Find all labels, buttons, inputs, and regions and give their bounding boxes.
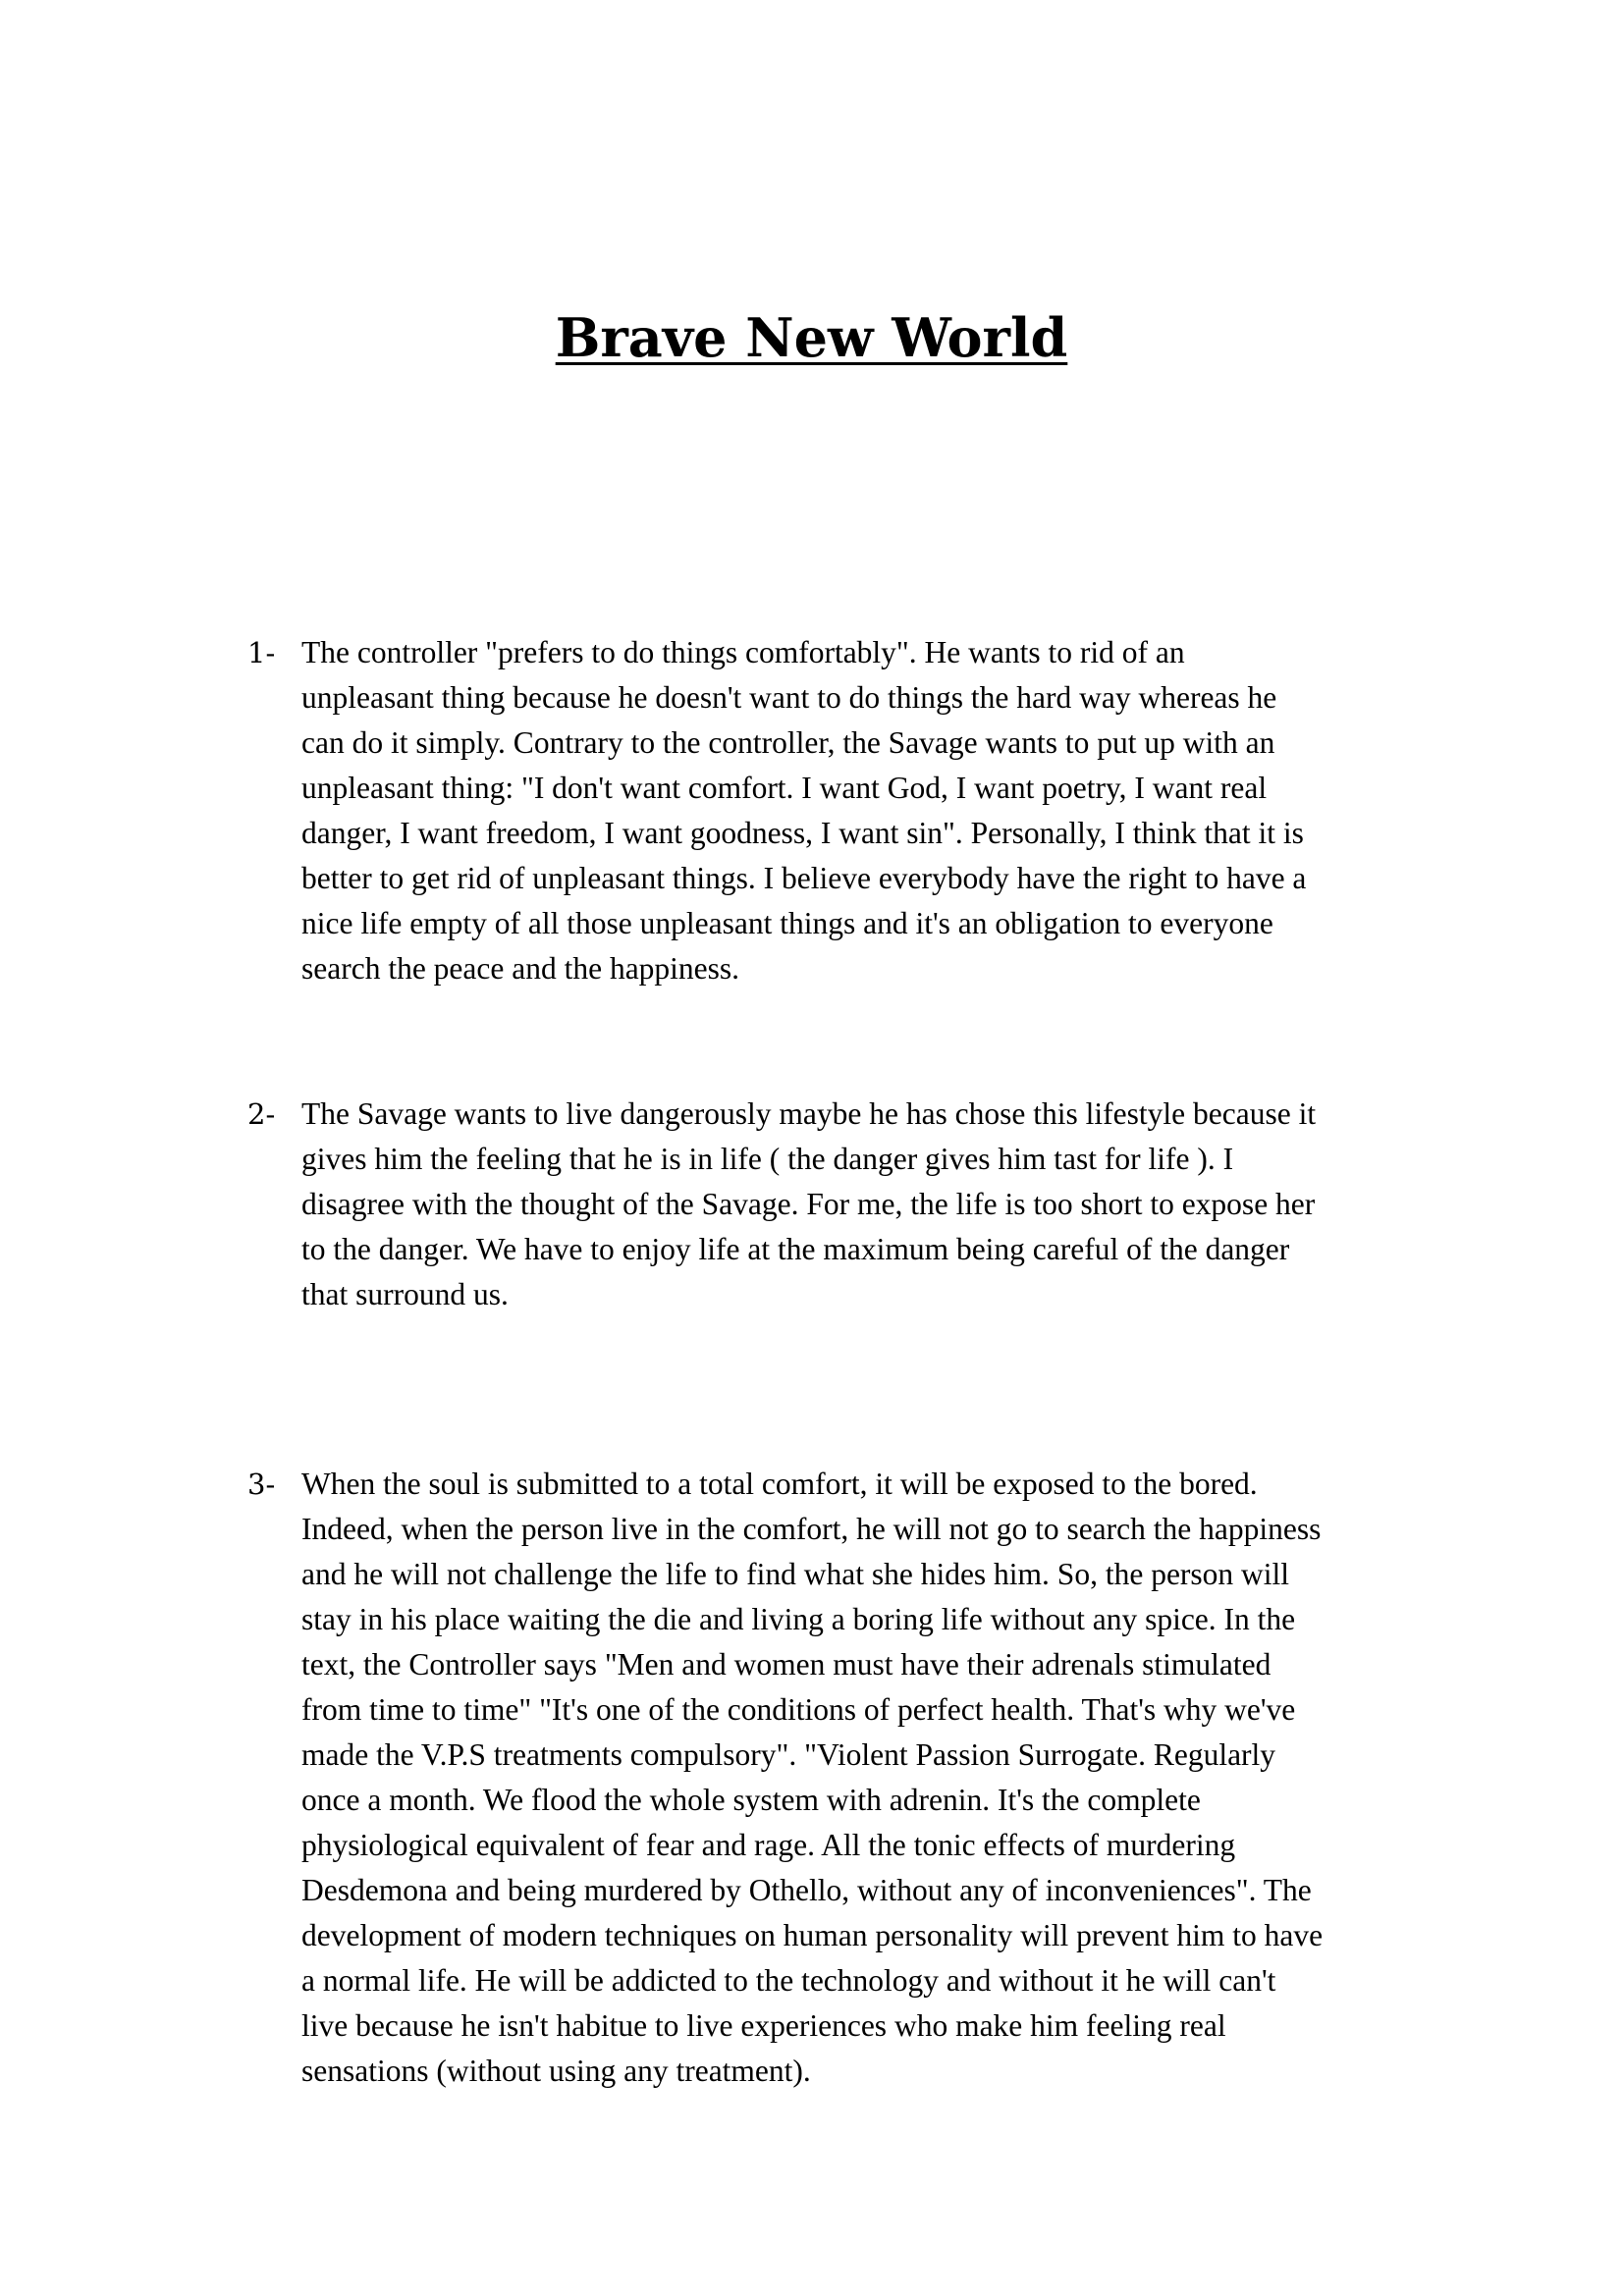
item-number: 3- (247, 1468, 276, 1501)
text-line: text, the Controller says "Men and women must have their adrenals stimulated (301, 1647, 1271, 1682)
text-line: and he will not challenge the life to find what she hides him. So, the person will (301, 1557, 1290, 1591)
text-line: to the danger. We have to enjoy life at the maximum being careful of the danger (301, 1232, 1290, 1266)
text-line: once a month. We flood the whole system with adrenin. It's the complete (301, 1783, 1201, 1817)
text-line: unpleasant thing because he doesn't want to do things the hard way whereas he (301, 680, 1277, 715)
text-line: unpleasant thing: "I don't want comfort. I want God, I want poetry, I want real (301, 771, 1268, 805)
text-line: from time to time" "It's one of the conditions of perfect health. That's why we've (301, 1692, 1296, 1727)
text-line: nice life empty of all those unpleasant things and it's an obligation to everyone (301, 906, 1273, 940)
text-line: danger, I want freedom, I want goodness, I want sin". Personally, I think that it is (301, 816, 1304, 850)
document-title: Brave New World (555, 306, 1068, 369)
text-line: can do it simply. Contrary to the controller, the Savage wants to put up with an (301, 725, 1275, 760)
text-line: physiological equivalent of fear and rage. All the tonic effects of murdering (301, 1828, 1236, 1862)
item-paragraph (301, 1462, 1445, 2094)
text-line: Desdemona and being murdered by Othello, without any of inconveniences". The (301, 1873, 1312, 1907)
text-line: that surround us. (301, 1277, 509, 1311)
text-line: made the V.P.S treatments compulsory". "Violent Passion Surrogate. Regularly (301, 1737, 1276, 1772)
text-line: live because he isn't habitue to live experiences who make him feeling real (301, 2008, 1226, 2043)
text-line: disagree with the thought of the Savage. For me, the life is too short to expose her (301, 1187, 1316, 1221)
answer-item-2 (247, 1092, 1445, 1317)
text-line: The Savage wants to live dangerously maybe he has chose this lifestyle because it (301, 1096, 1317, 1131)
text-line: sensations (without using any treatment). (301, 2054, 811, 2088)
item-number: 1- (247, 636, 276, 669)
item-paragraph (301, 1092, 1445, 1317)
answer-item-1 (247, 630, 1445, 991)
text-line: The controller "prefers to do things comfortably". He wants to rid of an (301, 635, 1185, 669)
text-line: a normal life. He will be addicted to the technology and without it he will can't (301, 1963, 1276, 1998)
text-line: gives him the feeling that he is in life ( the danger gives him tast for life ). I (301, 1142, 1234, 1176)
text-line: search the peace and the happiness. (301, 951, 740, 986)
text-line: better to get rid of unpleasant things. I believe everybody have the right to have a (301, 861, 1307, 895)
item-number: 2- (247, 1097, 276, 1131)
text-line: stay in his place waiting the die and living a boring life without any spice. In the (301, 1602, 1296, 1636)
item-paragraph (301, 630, 1445, 991)
answer-item-3 (247, 1462, 1445, 2094)
text-line: Indeed, when the person live in the comfort, he will not go to search the happiness (301, 1512, 1322, 1546)
text-line: When the soul is submitted to a total comfort, it will be exposed to the bored. (301, 1467, 1258, 1501)
text-line: development of modern techniques on human personality will prevent him to have (301, 1918, 1324, 1952)
